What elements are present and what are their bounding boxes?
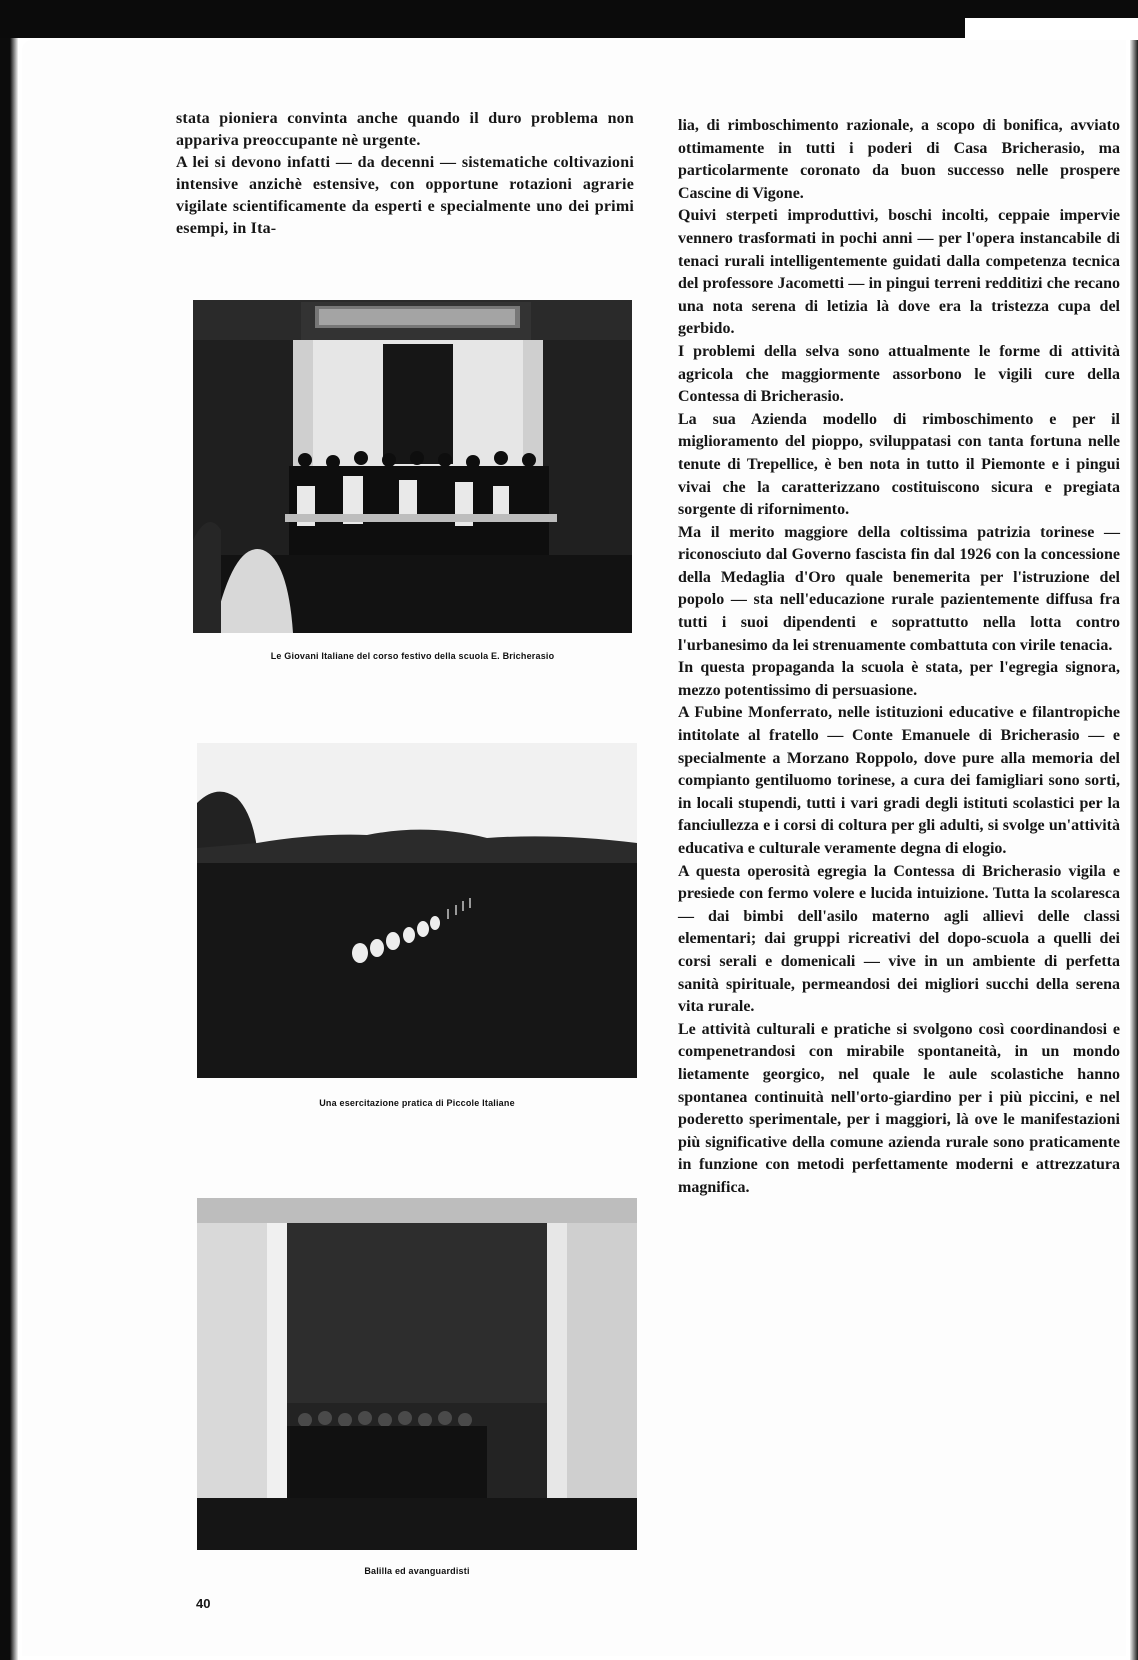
photo-giovani-italiane-image	[193, 300, 632, 633]
paragraph: Le attività culturali e pratiche si svolgono così coordinandosi e compenetrandosi con mirabile spontaneità, in un mondo lietamente georgico, nel quale le aule scolastiche hanno spontanea continuità nell'orto-giardino per i più piccini, e nel poderetto sperimentale, per i maggiori, là ove le manifestazioni più significative della comune azienda rurale sono praticamente in funzione con metodi perfettamente moderni e attrezzatura magnifica.	[678, 1020, 1120, 1196]
photo-balilla-image	[197, 1198, 637, 1550]
scan-right-edge	[1130, 40, 1138, 1660]
right-column-text	[678, 115, 1120, 1200]
caption-photo2: Una esercitazione pratica di Piccole Italiane	[319, 1098, 515, 1108]
paragraph: In questa propaganda la scuola è stata, per l'egregia signora, mezzo potentissimo di persuasione.	[678, 659, 1120, 699]
paragraph: I problemi della selva sono attualmente le forme di attività agricola che maggiormente assorbono le vigili cure della Contessa di Bricherasio.	[678, 342, 1120, 406]
paragraph: A Fubine Monferrato, nelle istituzioni educative e filantropiche intitolate al fratello — Conte Emanuele di Bricherasio — e specialmente a Morzano Roppolo, dove pure alla memoria del compianto gentiluomo torinese, a cura dei famigliari sono sorti, in locali stupendi, tutti i vari gradi degli istituti scolastici per la fanciullezza e i corsi di coltura per gli adulti, si svolge un'attività educativa e culturale veramente degna di elogio.	[678, 704, 1120, 857]
photo-esercitazione-image	[197, 743, 637, 1078]
paragraph: stata pioniera convinta anche quando il duro problema non appariva preoccupante nè urgente.	[176, 110, 634, 149]
page-number: 40	[196, 1596, 211, 1611]
photo-giovani-italiane	[193, 300, 632, 633]
paragraph: lia, di rimboschimento razionale, a scopo di bonifica, avviato ottimamente in tutti i poderi di Casa Bricherasio, ma particolarmente coronato da buon successo nelle prospere Cascine di Vigone.	[678, 117, 1120, 202]
caption-photo3: Balilla ed avanguardisti	[364, 1566, 470, 1576]
photo-balilla	[197, 1198, 637, 1550]
scan-top-border	[0, 0, 965, 38]
photo-esercitazione	[197, 743, 637, 1078]
paragraph: Ma il merito maggiore della coltissima patrizia torinese — riconosciuto dal Governo fascista fin dal 1926 con la concessione della Medaglia d'Oro quale benemerita per l'istruzione del popolo — sta nell'educazione rurale pazientemente diffusa fra tutti i suoi dipendenti e soprattutto nella lotta contro l'urbanesimo da lei strenuamente combattuta con virile tenacia.	[678, 523, 1120, 654]
scan-top-border-right	[965, 0, 1138, 18]
left-column-text	[176, 108, 634, 240]
paragraph: A questa operosità egregia la Contessa di Bricherasio vigila e presiede con fermo volere e lucida intuizione. Tutta la scolaresca — dai bimbi dell'asilo materno agli allievi delle classi elementari; dai gruppi ricreativi del dopo-scuola a quelli dei corsi serali e domenicali — vive in un ambiente di perfetta sanità spirituale, permeandosi dei migliori succhi della serena vita rurale.	[678, 862, 1120, 1016]
scan-left-edge	[0, 0, 18, 1660]
paragraph: Quivi sterpeti improduttivi, boschi incolti, ceppaie impervie vennero trasformati in pochi anni — per l'opera instancabile di tenaci rurali intelligentemente guidati dalla competenza tecnica del professore Jacometti — in pingui terreni redditizi che recano una nota serena di letizia là dove era la tristezza cupa del gerbido.	[678, 207, 1120, 338]
paragraph: A lei si devono infatti — da decenni — sistematiche coltivazioni intensive anzichè estensive, con opportune rotazioni agrarie vigilate scientificamente da esperti e specialmente uno dei primi esempi, in Ita-	[176, 154, 634, 237]
paragraph: La sua Azienda modello di rimboschimento e per il miglioramento del pioppo, sviluppatasi con tanta fortuna nelle tenute di Trepellice, è ben nota in tutto il Piemonte e i pingui vivai che la caratterizzano costituiscono sicura e pregiata sorgente di rifornimento.	[678, 410, 1120, 519]
caption-photo1: Le Giovani Italiane del corso festivo della scuola E. Bricherasio	[270, 651, 555, 661]
